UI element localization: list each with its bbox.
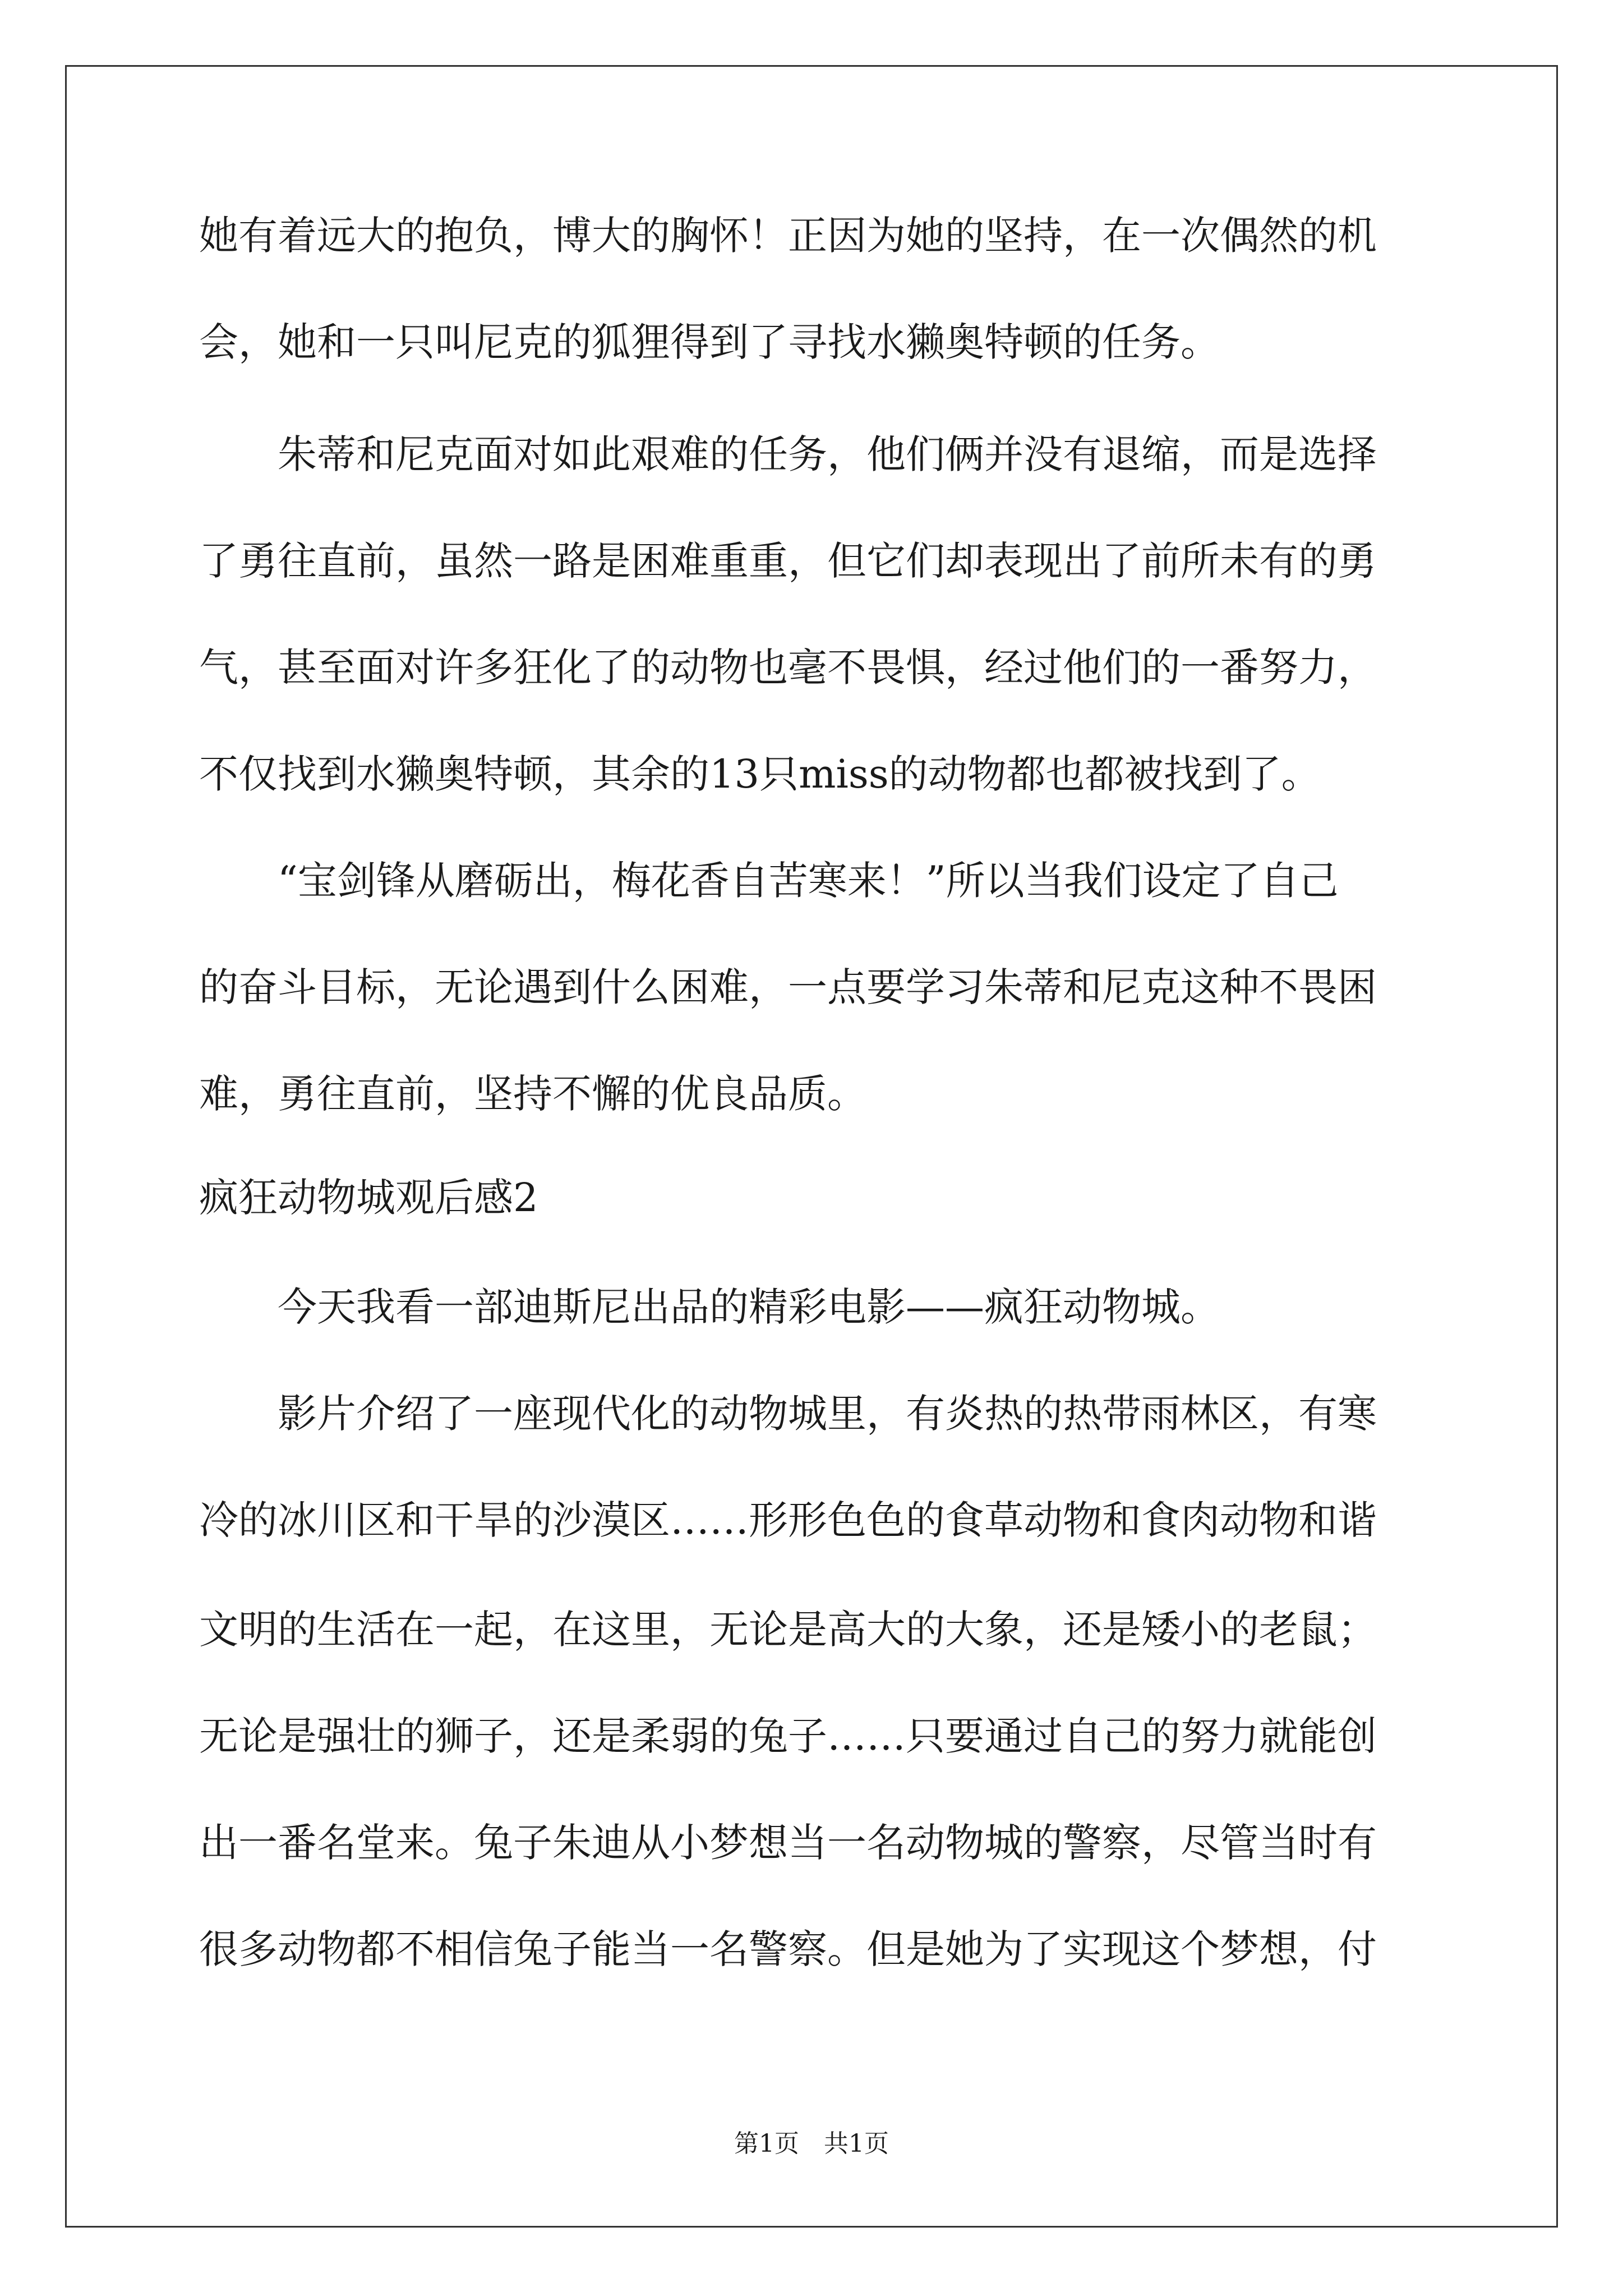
text-line: 很多动物都不相信兔子能当一名警察。但是她为了实现这个梦想，付 (199, 1926, 1377, 1972)
text-line: 无论是强壮的狮子，还是柔弱的兔子……只要通过自己的努力就能创 (199, 1713, 1377, 1759)
text-line: 今天我看一部迪斯尼出品的精彩电影——疯狂动物城。 (199, 1284, 1220, 1330)
text-line: 难，勇往直前，坚持不懈的优良品质。 (199, 1071, 866, 1117)
text-line: 的奋斗目标，无论遇到什么困难，一点要学习朱蒂和尼克这种不畏困 (199, 964, 1377, 1010)
text-line: 她有着远大的抱负，博大的胸怀！正因为她的坚持，在一次偶然的机 (199, 213, 1377, 259)
text-line: 冷的冰川区和干旱的沙漠区……形形色色的食草动物和食肉动物和谐 (199, 1497, 1377, 1543)
text-line: 会，她和一只叫尼克的狐狸得到了寻找水獭奥特顿的任务。 (199, 319, 1220, 365)
text-line: 文明的生活在一起，在这里，无论是高大的大象，还是矮小的老鼠； (199, 1607, 1377, 1653)
text-line: 朱蒂和尼克面对如此艰难的任务，他们俩并没有退缩，而是选择 (199, 431, 1377, 477)
text-line: “宝剑锋从磨砺出，梅花香自苦寒来！”所以当我们设定了自己 (199, 858, 1339, 904)
page-footer: 第1页 共1页 (734, 2129, 889, 2158)
text-line: 了勇往直前，虽然一路是困难重重，但它们却表现出了前所未有的勇 (199, 538, 1377, 584)
text-line: 不仅找到水獭奥特顿，其余的13只miss的动物都也都被找到了。 (199, 751, 1321, 797)
text-line: 影片介绍了一座现代化的动物城里，有炎热的热带雨林区，有寒 (199, 1391, 1377, 1437)
page-frame (65, 65, 1558, 2228)
section-heading: 疯狂动物城观后感2 (199, 1175, 538, 1221)
text-line: 气，甚至面对许多狂化了的动物也毫不畏惧，经过他们的一番努力， (199, 645, 1377, 691)
text-line: 出一番名堂来。兔子朱迪从小梦想当一名动物城的警察，尽管当时有 (199, 1820, 1377, 1866)
